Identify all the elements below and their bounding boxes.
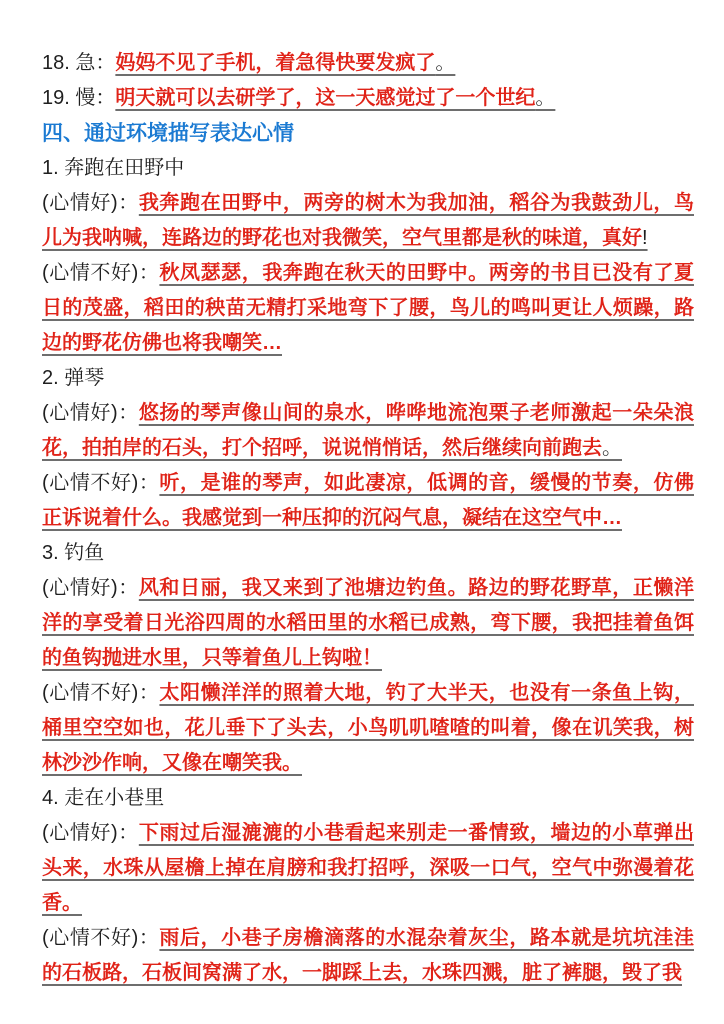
numbered-item-prefix: 19. 慢： (42, 87, 116, 109)
mood-entry-prefix: (心情不好)： (42, 472, 160, 494)
mood-entry (42, 816, 694, 921)
mood-entry-answer-suffix: 。 (602, 437, 622, 459)
mood-entry-answer-underline (42, 402, 694, 459)
mood-entry-answer-underline (42, 822, 694, 914)
mood-entry-prefix: (心情不好)： (42, 262, 160, 284)
mood-entry (42, 256, 694, 361)
numbered-item-answer-suffix: 。 (535, 87, 556, 109)
mood-entry-answer-text: 下雨过后湿漉漉的小巷看起来别走一番情致，墙边的小草弹出头来，水珠从屋檐上掉在肩膀和我打招呼，深吸一口气，空气中弥漫着花香。 (42, 822, 694, 914)
mood-entry-prefix: (心情好)： (42, 192, 139, 214)
numbered-item (42, 81, 694, 116)
numbered-item-prefix: 18. 急： (42, 52, 116, 74)
mood-entry (42, 396, 694, 466)
mood-entry (42, 466, 694, 536)
intro-items-list (42, 46, 694, 116)
mood-entry-answer-text: 听，是谁的琴声，如此凄凉，低调的音，缓慢的节奏，仿佛正诉说着什么。我感觉到一种压抑的沉闷气息，凝结在这空气中… (42, 472, 694, 529)
mood-entry-prefix: (心情好)： (42, 577, 139, 599)
numbered-item-answer-underline (115, 87, 555, 109)
mood-entry (42, 921, 694, 991)
mood-entry-answer-text: 太阳懒洋洋的照着大地，钓了大半天，也没有一条鱼上钩，桶里空空如也，花儿垂下了头去，小鸟叽叽喳喳的叫着，像在讥笑我，树林沙沙作响，又像在嘲笑我。 (42, 682, 694, 774)
mood-entry (42, 676, 694, 781)
numbered-item-answer-underline (115, 52, 455, 74)
numbered-item-answer-suffix: 。 (435, 52, 456, 74)
mood-entry-prefix: (心情好)： (42, 402, 139, 424)
mood-entry-answer-text: 我奔跑在田野中，两旁的树木为我加油，稻谷为我鼓劲儿，鸟儿为我呐喊，连路边的野花也对我微笑，空气里都是秋的味道，真好 (42, 192, 694, 249)
mood-entry-answer-underline (42, 192, 694, 249)
mood-entry-prefix: (心情不好)： (42, 682, 160, 704)
mood-entry-answer-text: 风和日丽，我又来到了池塘边钓鱼。路边的野花野草，正懒洋洋的享受着日光浴四周的水稻田里的水稻已成熟，弯下腰，我把挂着鱼饵的鱼钩抛进水里，只等着鱼儿上钩啦！ (42, 577, 694, 669)
section-heading: 四、通过环境描写表达心情 (42, 122, 294, 145)
scene-title: 3. 钓鱼 (42, 542, 105, 564)
scene-title: 4. 走在小巷里 (42, 787, 165, 809)
mood-entry-answer-text: 秋凤瑟瑟，我奔跑在秋天的田野中。两旁的书目已没有了夏日的茂盛，稻田的秧苗无精打采地弯下了腰，鸟儿的鸣叫更让人烦躁，路边的野花仿佛也将我嘲笑… (42, 262, 694, 354)
mood-entry-answer-suffix: ! (642, 227, 648, 249)
mood-entry (42, 571, 694, 676)
mood-entry-answer-text: 雨后，小巷子房檐滴落的水混杂着灰尘，路本就是坑坑洼洼的石板路，石板间窝满了水，一脚踩上去，水珠四溅，脏了裤腿，毁了我 (42, 927, 694, 984)
numbered-item-answer-text: 妈妈不见了手机，着急得快要发疯了 (115, 52, 436, 74)
scenes-list (42, 151, 694, 991)
mood-entry-answer-underline (42, 577, 694, 669)
mood-entry-prefix: (心情不好)： (42, 927, 160, 949)
mood-entry-answer-text: 悠扬的琴声像山间的泉水，哗哗地流泡栗子老师激起一朵朵浪花，拍拍岸的石头，打个招呼，说说悄悄话，然后继续向前跑去 (42, 402, 694, 459)
scene-title: 1. 奔跑在田野中 (42, 157, 185, 179)
numbered-item-answer-text: 明天就可以去研学了，这一天感觉过了一个世纪 (115, 87, 536, 109)
mood-entry (42, 186, 694, 256)
mood-entry-prefix: (心情好)： (42, 822, 139, 844)
numbered-item (42, 46, 694, 81)
scene-title: 2. 弹琴 (42, 367, 105, 389)
